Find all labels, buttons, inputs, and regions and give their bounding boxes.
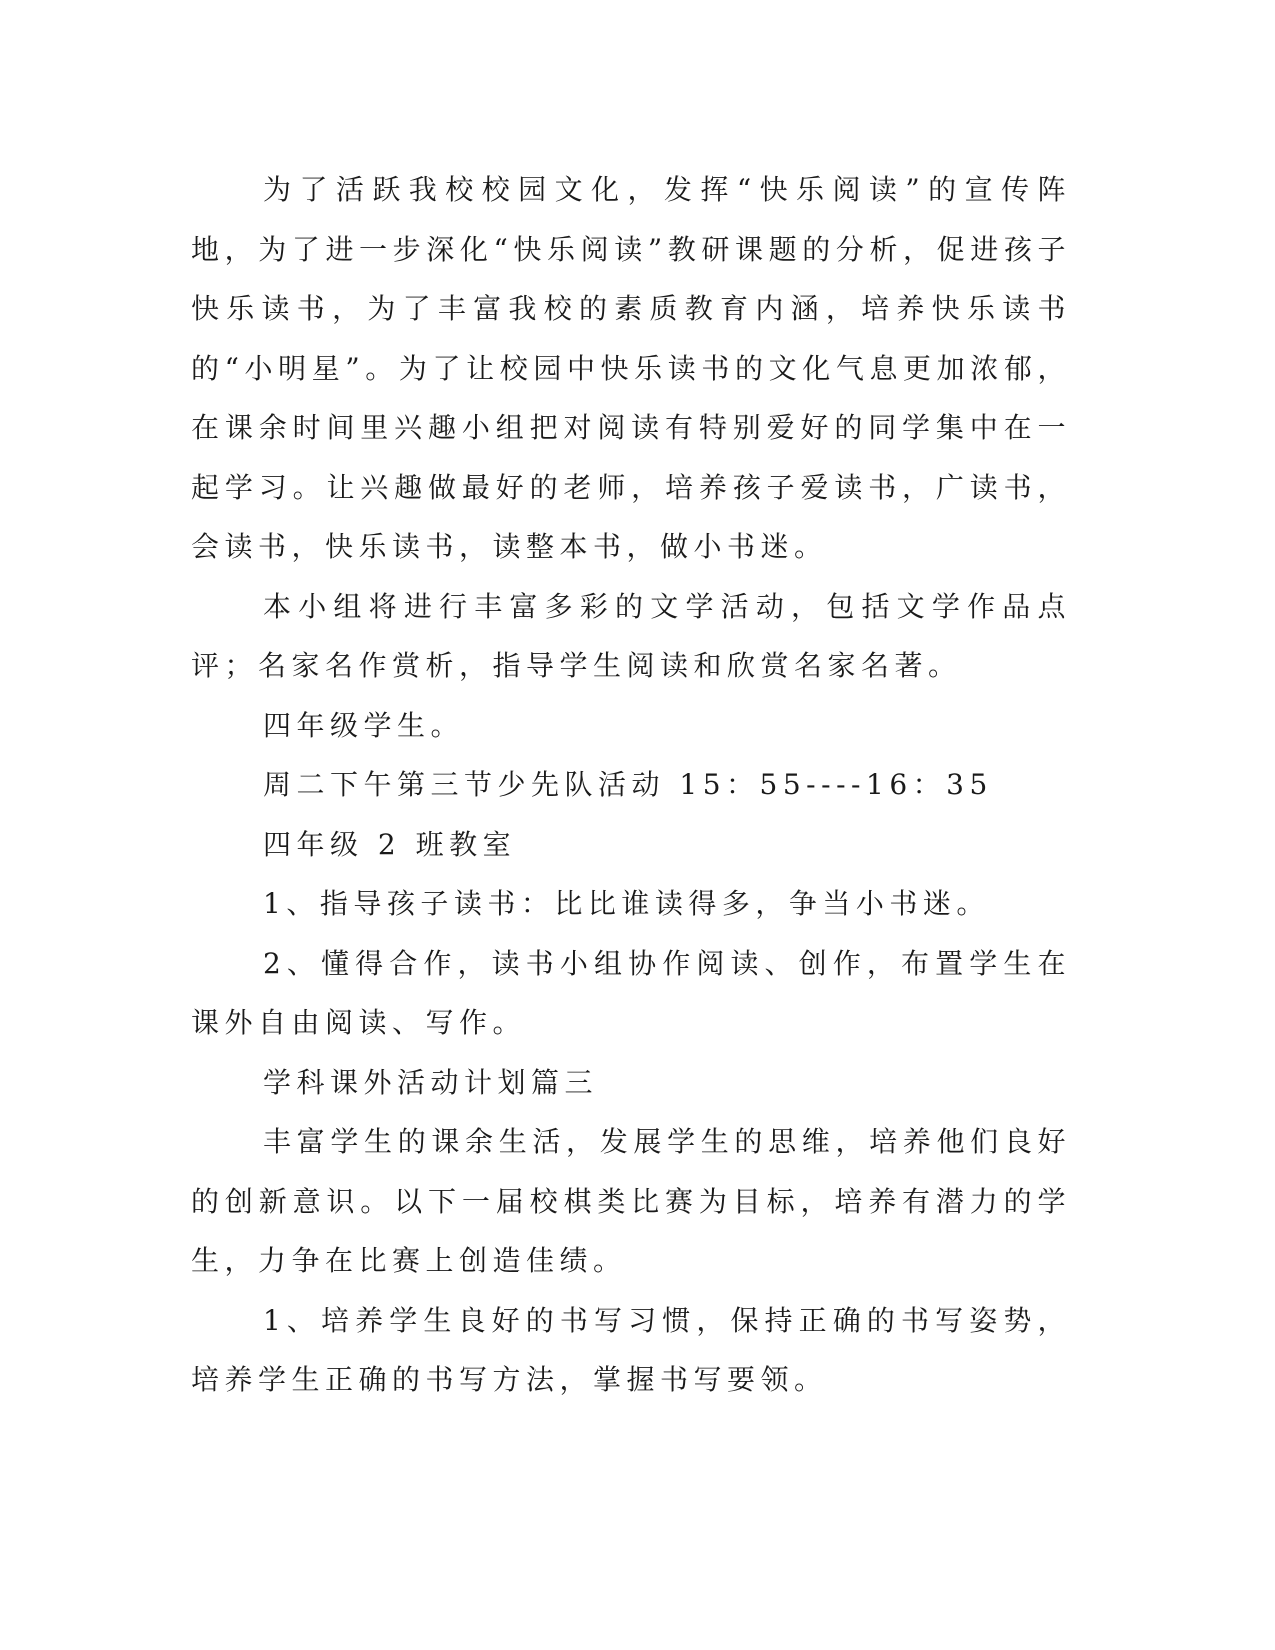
paragraph-item-2: 2、懂得合作，读书小组协作阅读、创作，布置学生在课外自由阅读、写作。 — [191, 946, 1071, 1039]
paragraph-goal: 丰富学生的课余生活，发展学生的思维，培养他们良好的创新意识。以下一届校棋类比赛为目标，培养有潜力的学生，力争在比赛上创造佳绩。 — [191, 1125, 1071, 1277]
document-body — [191, 160, 1071, 1410]
paragraph-activities: 本小组将进行丰富多彩的文学活动，包括文学作品点评；名家名作赏析，指导学生阅读和欣赏名家名著。 — [191, 589, 1071, 682]
paragraph-time: 周二下午第三节少先队活动 15：55----16：35 — [263, 768, 993, 801]
paragraph-item-1: 1、指导孩子读书：比比谁读得多，争当小书迷。 — [263, 887, 990, 920]
paragraph-purpose: 为了活跃我校校园文化，发挥“快乐阅读”的宣传阵地，为了进一步深化“快乐阅读”教研课题的分析，促进孩子快乐读书，为了丰富我校的素质教育内涵，培养快乐读书的“小明星”。为了让校园中快乐读书的文化气息更加浓郁，在课余时间里兴趣小组把对阅读有特别爱好的同学集中在一起学习。让兴趣做最好的老师，培养孩子爱读书，广读书，会读书，快乐读书，读整本书，做小书迷。 — [191, 173, 1071, 563]
paragraph-item-3: 1、培养学生良好的书写习惯，保持正确的书写姿势，培养学生正确的书写方法，掌握书写要领。 — [191, 1303, 1071, 1396]
section-heading: 学科课外活动计划篇三 — [263, 1065, 599, 1099]
paragraph-participants: 四年级学生。 — [263, 708, 465, 742]
paragraph-location: 四年级 2 班教室 — [263, 827, 517, 861]
